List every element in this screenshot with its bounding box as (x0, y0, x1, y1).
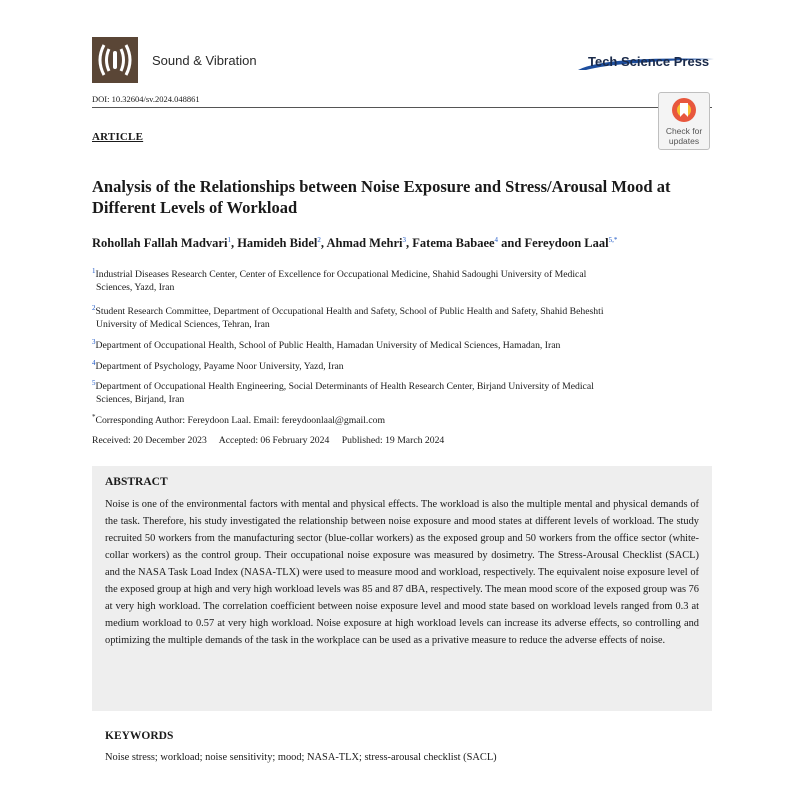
affiliation-number: 1 (92, 266, 96, 275)
publication-dates (92, 435, 454, 446)
keywords-heading: KEYWORDS (105, 730, 174, 742)
affiliation-number: 2 (92, 303, 96, 312)
author-affiliation-ref[interactable]: 5,* (608, 235, 618, 244)
author-affiliation-ref[interactable]: 2 (317, 235, 321, 244)
section-label: ARTICLE (92, 131, 144, 143)
sound-waves-icon (92, 37, 138, 83)
author-name: Fereydoon Laal (524, 236, 609, 250)
publisher-name: Tech Science Press (588, 54, 710, 69)
author-name: Hamideh Bidel (237, 236, 318, 250)
author-affiliation-ref[interactable]: 4 (494, 235, 499, 244)
affiliation-text: Industrial Diseases Research Center, Center of Excellence for Occupational Medicine, Shahid Sadoughi University of Medical (95, 269, 587, 280)
author-name: Fatema Babaee (412, 236, 495, 250)
author-separator: , (320, 236, 327, 250)
published-date: Published: 19 March 2024 (341, 435, 445, 446)
affiliation (92, 380, 717, 406)
author-separator: , (230, 236, 238, 250)
doi[interactable]: DOI: 10.32604/sv.2024.048861 (92, 94, 200, 104)
affiliation (92, 360, 717, 373)
author-name: Rohollah Fallah Madvari (92, 236, 228, 250)
abstract-box (92, 466, 712, 711)
bookmark-icon (659, 93, 709, 127)
journal-logo (92, 37, 138, 83)
corresponding-author (92, 412, 386, 426)
affiliation (92, 305, 717, 331)
affiliation-text: Student Research Committee, Department of Occupational Health and Safety, School of Public Health and Safety, Shahid Beheshti (95, 306, 604, 317)
accepted-date: Accepted: 06 February 2024 (218, 435, 330, 446)
affiliation-number: 5 (92, 378, 96, 387)
author-affiliation-ref[interactable]: 1 (227, 235, 231, 244)
affiliation-text: Department of Psychology, Payame Noor University, Yazd, Iran (95, 361, 344, 372)
article-title: Analysis of the Relationships between Noise Exposure and Stress/Arousal Mood at Different Levels of Workload (92, 177, 671, 217)
keywords-text: Noise stress; workload; noise sensitivity; mood; NASA-TLX; stress-arousal checklist (SACL) (105, 752, 497, 763)
author-name: Ahmad Mehri (326, 236, 403, 250)
received-date: Received: 20 December 2023 (92, 435, 207, 446)
check-for-updates-badge[interactable] (658, 92, 710, 150)
author-list (92, 236, 617, 251)
affiliation (92, 339, 717, 352)
affiliation-text-cont: University of Medical Sciences, Tehran, Iran (96, 319, 270, 330)
author-affiliation-ref[interactable]: 3 (402, 235, 407, 244)
affiliation-text-cont: Sciences, Yazd, Iran (96, 282, 175, 293)
corresponding-mark: * (92, 412, 96, 421)
affiliation-number: 4 (92, 358, 96, 367)
affiliation-text: Department of Occupational Health, School of Public Health, Hamadan University of Medical Sciences, Hamadan, Iran (95, 340, 561, 351)
affiliation-text: Department of Occupational Health Engineering, Social Determinants of Health Research Center, Birjand University of Medical (95, 381, 594, 392)
author-separator: , (406, 236, 413, 250)
abstract-text: Noise is one of the environmental factors with mental and physical effects. The workload is also the multiple mental and physical demands of the task. Therefore, his study investigated the relationship between noise exposure and mood states at different levels of workload. The study recruited 50 workers from the manufacturing sector (blue-collar workers) as the exposed group and 50 workers from the office sector (white-collar workers) as the control group. Their occupational noise exposure was measured by dosimetry. The Stress-Arousal Checklist (SACL) and the NASA Task Load Index (NASA-TLX) were used to measure mood and workload, respectively. The equivalent noise exposure level of the exposed group at high and very high workload levels was 85 and 87 dBA, respectively. The mean mood score of the exposed group was 76 at very high workload. The correlation coefficient between noise exposure level and mood state based on workload levels ranged from 0.3 at medium workload to 0.57 at very high workload. Noise exposure at high workload levels can increase its adverse effects, so controlling and optimizing the multiple demands of the task in the workplace can be used as a privative measure to reduce the adverse effects of noise. (105, 499, 699, 646)
author-separator: and (498, 236, 525, 250)
journal-name: Sound & Vibration (152, 53, 257, 68)
affiliation (92, 268, 717, 294)
abstract-heading: ABSTRACT (105, 476, 168, 488)
affiliation-number: 3 (92, 337, 96, 346)
publisher-logo (576, 52, 716, 74)
corresponding-text[interactable]: Corresponding Author: Fereydoon Laal. Email: fereydoonlaal@gmail.com (95, 415, 386, 426)
check-updates-label: Check for updates (665, 126, 703, 146)
header-divider (92, 107, 712, 108)
affiliation-text-cont: Sciences, Birjand, Iran (96, 394, 185, 405)
